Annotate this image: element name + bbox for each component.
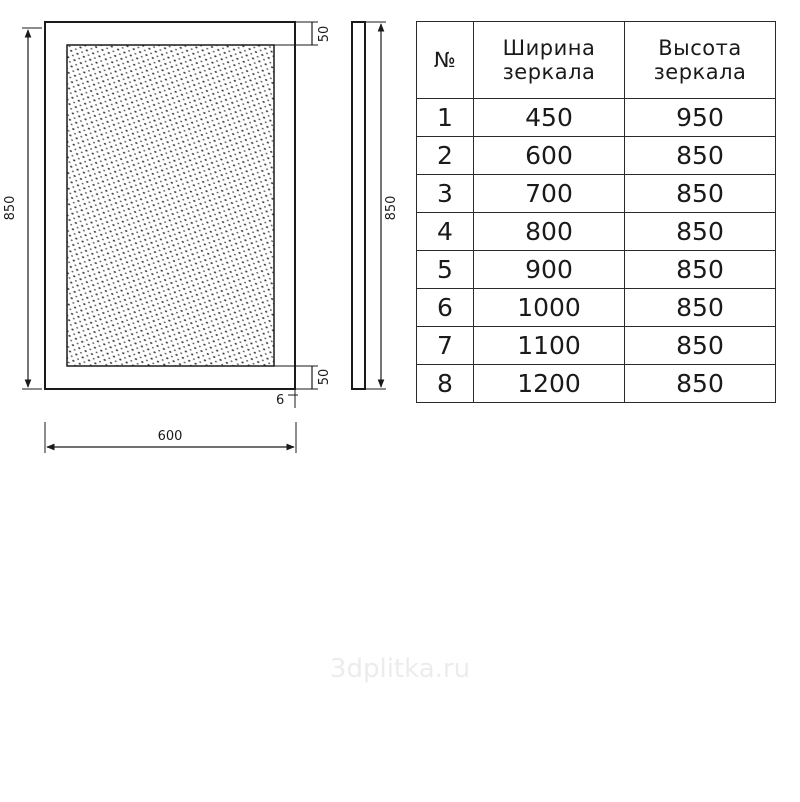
row-width: 450 bbox=[474, 99, 625, 137]
table-row bbox=[417, 213, 776, 251]
bottom-frame-label: 50 bbox=[317, 368, 332, 386]
row-number: 8 bbox=[417, 365, 474, 403]
front-height-label: 850 bbox=[3, 195, 18, 221]
table-header-row bbox=[417, 22, 776, 99]
row-number: 7 bbox=[417, 327, 474, 365]
row-number: 4 bbox=[417, 213, 474, 251]
mirror-front-view bbox=[45, 22, 295, 389]
watermark-text: 3dplitka.ru bbox=[329, 654, 471, 684]
row-number: 6 bbox=[417, 289, 474, 327]
table-row bbox=[417, 99, 776, 137]
header-width bbox=[474, 22, 625, 99]
row-height: 950 bbox=[625, 99, 776, 137]
header-width-line1: Ширина bbox=[502, 36, 596, 60]
row-height: 850 bbox=[625, 175, 776, 213]
table-row bbox=[417, 289, 776, 327]
width-label: 600 bbox=[157, 429, 183, 444]
side-height-label: 850 bbox=[384, 195, 399, 221]
row-width: 900 bbox=[474, 251, 625, 289]
header-width-line2: зеркала bbox=[502, 60, 596, 84]
header-height-line2: зеркала bbox=[653, 60, 747, 84]
row-width: 600 bbox=[474, 137, 625, 175]
table-row bbox=[417, 251, 776, 289]
table-row bbox=[417, 175, 776, 213]
row-width: 1000 bbox=[474, 289, 625, 327]
row-number: 1 bbox=[417, 99, 474, 137]
row-number: 2 bbox=[417, 137, 474, 175]
table-row bbox=[417, 137, 776, 175]
header-height-line1: Высота bbox=[658, 36, 742, 60]
row-number: 3 bbox=[417, 175, 474, 213]
table-row bbox=[417, 327, 776, 365]
mirror-glass-panel bbox=[67, 45, 274, 366]
row-number: 5 bbox=[417, 251, 474, 289]
row-width: 700 bbox=[474, 175, 625, 213]
row-height: 850 bbox=[625, 251, 776, 289]
top-frame-label: 50 bbox=[317, 25, 332, 43]
row-width: 1100 bbox=[474, 327, 625, 365]
row-width: 800 bbox=[474, 213, 625, 251]
row-height: 850 bbox=[625, 289, 776, 327]
mirror-side-profile bbox=[352, 22, 365, 389]
row-height: 850 bbox=[625, 137, 776, 175]
row-height: 850 bbox=[625, 327, 776, 365]
mirror-drawing bbox=[0, 0, 410, 470]
mirror-size-table bbox=[416, 21, 776, 403]
header-height bbox=[625, 22, 776, 99]
front-height-dimension bbox=[3, 28, 42, 389]
depth-label: 6 bbox=[276, 393, 285, 408]
depth-dimension bbox=[276, 389, 298, 408]
row-width: 1200 bbox=[474, 365, 625, 403]
width-dimension bbox=[45, 422, 296, 453]
header-number: № bbox=[417, 22, 474, 99]
row-height: 850 bbox=[625, 213, 776, 251]
row-height: 850 bbox=[625, 365, 776, 403]
mirror-side-view bbox=[352, 22, 399, 389]
table-row bbox=[417, 365, 776, 403]
